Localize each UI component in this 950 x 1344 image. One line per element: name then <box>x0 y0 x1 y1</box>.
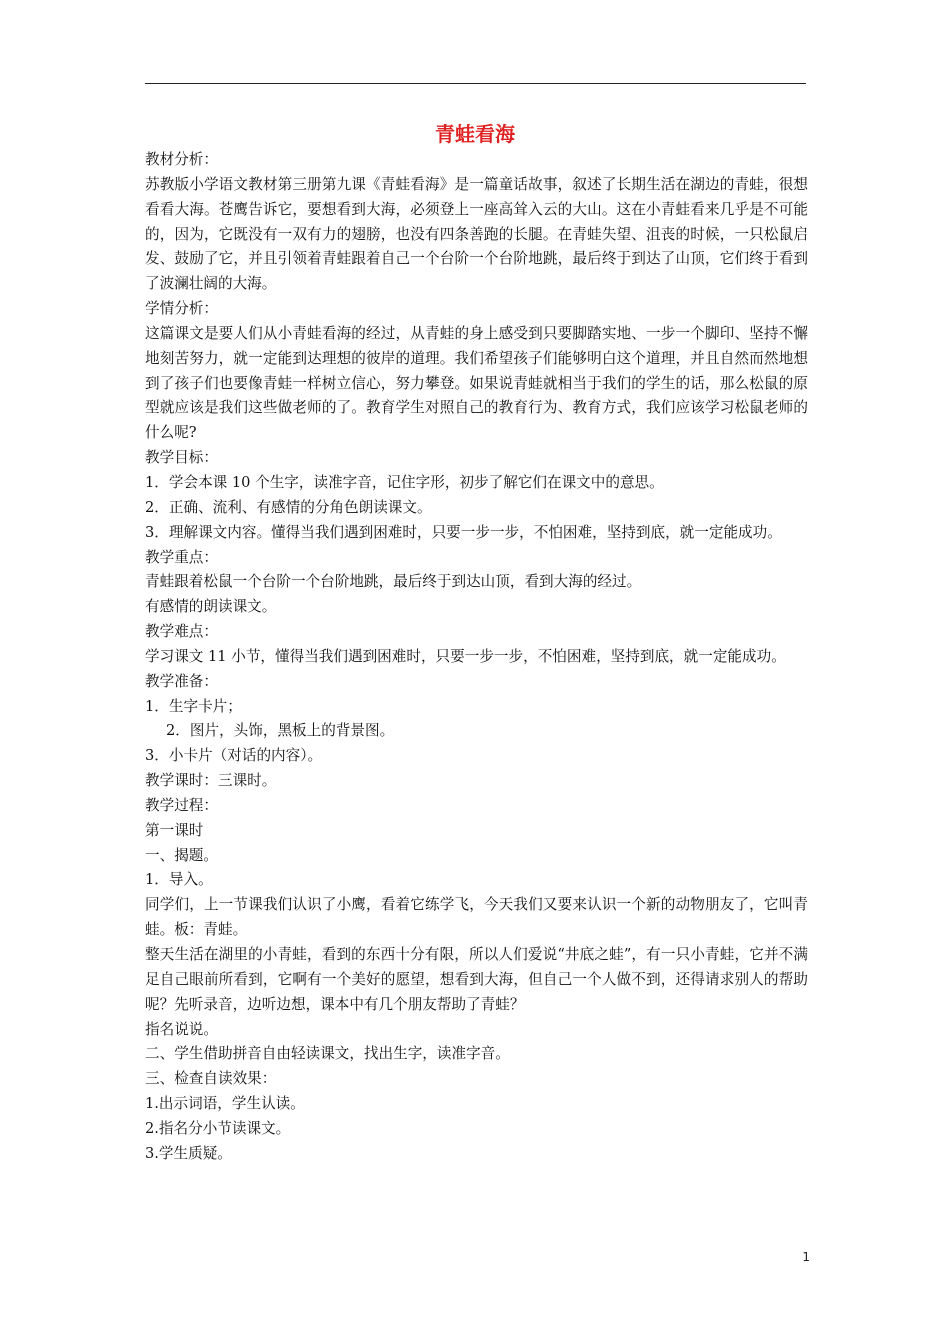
section-heading-process: 教学过程： <box>145 796 218 814</box>
document-title: 青蛙看海 <box>435 122 515 146</box>
preparation-item-2: 2．图片，头饰，黑板上的背景图。 <box>166 722 395 740</box>
header-rule <box>145 83 806 84</box>
step-three-heading: 三、检查自读效果： <box>145 1070 277 1088</box>
page-number: 1 <box>802 1250 810 1264</box>
step-one-item-1: 1．导入。 <box>145 871 213 889</box>
lesson-hours: 教学课时：三课时。 <box>145 772 277 790</box>
document-body <box>145 148 808 1167</box>
paragraph-material-analysis: 苏教版小学语文教材第三册第九课《青蛙看海》是一篇童话故事，叙述了长期生活在湖边的青蛙，很想看看大海。苍鹰告诉它，要想看到大海，必须登上一座高耸入云的大山。这在小青蛙看来几乎是不可能的，因为，它既没有一双有力的翅膀，也没有四条善跑的长腿。在青蛙失望、沮丧的时候，一只松鼠启发、鼓励了它，并且引领着青蛙跟着自己一个台阶一个台阶地跳，最后终于到达了山顶，它们终于看到了波澜壮阔的大海。 <box>145 175 808 293</box>
call-on-students: 指名说说。 <box>145 1020 218 1038</box>
preparation-item-3: 3．小卡片（对话的内容）。 <box>145 747 323 765</box>
section-heading-teaching-goals: 教学目标： <box>145 449 218 467</box>
introduction-paragraph-1: 同学们，上一节课我们认识了小鹰，看着它练学飞，今天我们又要来认识一个新的动物朋友了，它叫青蛙。板：青蛙。 <box>145 896 808 939</box>
key-point-item-2: 有感情的朗读课文。 <box>145 598 277 616</box>
step-three-item-3: 3.学生质疑。 <box>145 1144 232 1162</box>
preparation-item-1: 1．生字卡片； <box>145 697 242 715</box>
difficulty-item: 学习课文 11 小节，懂得当我们遇到困难时，只要一步一步，不怕困难，坚持到底，就一定能成功。 <box>145 647 786 665</box>
section-heading-key-points: 教学重点： <box>145 548 218 566</box>
lesson-one-heading: 第一课时 <box>145 821 204 839</box>
goal-item-1: 1．学会本课 10 个生字，读准字音，记住字形，初步了解它们在课文中的意思。 <box>145 473 664 491</box>
step-two-heading: 二、学生借助拼音自由轻读课文，找出生字，读准字音。 <box>145 1045 510 1063</box>
paragraph-student-analysis: 这篇课文是要人们从小青蛙看海的经过，从青蛙的身上感受到只要脚踏实地、一步一个脚印、坚持不懈地刻苦努力，就一定能到达理想的彼岸的道理。我们希望孩子们能够明白这个道理，并且自然而然地想到了孩子们也要像青蛙一样树立信心，努力攀登。如果说青蛙就相当于我们的学生的话，那么松鼠的原型就应该是我们这些做老师的了。教育学生对照自己的教育行为、教育方式，我们应该学习松鼠老师的什么呢? <box>145 324 808 442</box>
section-heading-preparation: 教学准备： <box>145 672 218 690</box>
key-point-item-1: 青蛙跟着松鼠一个台阶一个台阶地跳，最后终于到达山顶，看到大海的经过。 <box>145 573 642 591</box>
step-one-heading: 一、揭题。 <box>145 846 218 864</box>
section-heading-material-analysis: 教材分析： <box>145 151 218 168</box>
introduction-paragraph-2: 整天生活在湖里的小青蛙，看到的东西十分有限，所以人们爱说“井底之蛙”，有一只小青蛙，它并不满足自己眼前所看到，它啊有一个美好的愿望，想看到大海，但自己一个人做不到，还得请求别人的帮助呢？先听录音，边听边想，课本中有几个朋友帮助了青蛙？ <box>145 946 808 1013</box>
step-three-item-1: 1.出示词语，学生认读。 <box>145 1095 305 1113</box>
goal-item-3: 3．理解课文内容。懂得当我们遇到困难时，只要一步一步，不怕困难，坚持到底，就一定能成功。 <box>145 523 782 541</box>
section-heading-student-analysis: 学情分析： <box>145 300 218 318</box>
step-three-item-2: 2.指名分小节读课文。 <box>145 1119 291 1137</box>
goal-item-2: 2．正确、流利、有感情的分角色朗读课文。 <box>145 498 432 516</box>
section-heading-difficulties: 教学难点： <box>145 623 218 641</box>
